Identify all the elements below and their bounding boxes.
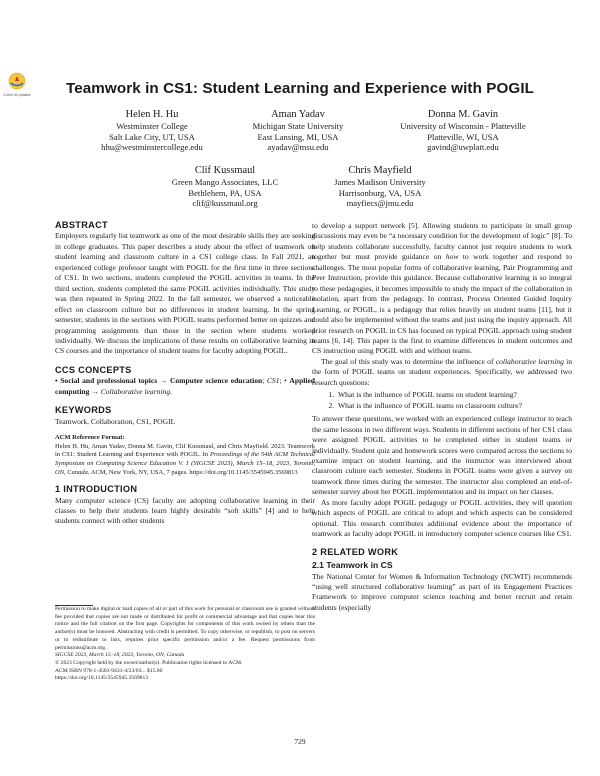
ccs-heading: CCS CONCEPTS [55, 364, 132, 375]
ccs-part: Collaborative learning [100, 386, 171, 396]
abstract-text: Employers regularly list teamwork as one of the most desirable skills they are seeking in college graduates. This paper describes a study about the effect of teamwork on student learning and classroom culture in a CS1 college class. In Fall 2021, an experienced college professor taught with POGIL for the first time in three sections of CS1. In two sections, students completed the POGIL activities in teams. In the third section, students completed the same POGIL activities individually. This study was then repeated in Spring 2022. In the fall semester, we observed a noticeable effect on classroom culture but no differences in student learning. In the spring semester, students in the sections with POGIL teams performed better on quizzes and programming assignments than those in the section where students worked individually. We discuss the implications of these results on collaborative learning in CS courses and the importance of student teams for faculty adopting POGIL. [55, 231, 315, 356]
ccs-part: . [170, 386, 172, 396]
text-run: to develop a support network [5]. Allowing students to participate in small group discussions may even be “a necessary condition for the development of logic” [8]. To help students collaborate successfully, faculty cannot just require students to work together but must provide guidance on [312, 221, 572, 262]
text-run: collaborative learning [495, 356, 564, 366]
ccs-part: CS1 [266, 376, 280, 386]
text-run: The goal of this study was to determine the influence of [321, 356, 496, 366]
author-location: Platteville, WI, USA [427, 131, 499, 142]
badge-label: Check for updates [3, 93, 31, 97]
research-question: 2. What is the influence of POGIL teams on classroom culture? [336, 401, 572, 411]
author-name: Aman Yadav [271, 109, 325, 120]
permission-text: Permission to make digital or hard copies of all or part of this work for personal or classroom use is granted without fee provided that copies are not made or distributed for profit or commercial advantage and that copies bear this notice and the full citation on the first page. Copyrights for components of this work owned by others than the author(s) must be honored. Abstracting with credit is permitted. To copy otherwise, or republish, to post on servers or to redistribute to lists, requires prior specific permission and/or a fee. Request permissions from permissions@acm.org. [55, 606, 315, 651]
author-location: Bethlehem, PA, USA [188, 187, 262, 198]
right-column [312, 221, 572, 613]
text-run: in the form of POGIL teams on student experiences. Specifically, we addressed two research questions: [312, 356, 573, 387]
body-paragraph [312, 221, 572, 357]
copyright-line: © 2023 Copyright held by the owner/author(s). Publication rights licensed to ACM. [55, 659, 243, 666]
author-name: Donna M. Gavin [427, 109, 499, 120]
ccs-part: ; [262, 376, 267, 386]
author-name: Helen H. Hu [125, 109, 179, 120]
author-affiliation: Westminster College [116, 121, 188, 131]
body-paragraph [312, 357, 572, 388]
author-email[interactable]: ayadav@msu.edu [267, 142, 329, 153]
acm-reference-venue: Proceedings of the 54th ACM Technical Symposium on Computing Science Education V. 1 (SIGCSE 2023), March 15–18, 2023, Toronto, ON, Canada. [55, 451, 315, 476]
isbn-line: ACM ISBN 978-1-4503-9431-4/23/03... $15.00 [55, 667, 163, 674]
teamwork-subheading: 2.1 Teamwork in CS [312, 560, 393, 571]
text-run: how [445, 252, 459, 262]
author-email[interactable]: gavind@uwplatt.edu [427, 142, 499, 153]
author-affiliation: Green Mango Associates, LLC [171, 177, 279, 187]
ccs-part: Applied computing [55, 376, 316, 396]
paper-title: Teamwork in CS1: Student Learning and Experience with POGIL [65, 80, 535, 97]
related-work-heading: 2 RELATED WORK [312, 546, 399, 557]
ccs-part: → [89, 386, 101, 396]
keywords-heading: KEYWORDS [55, 405, 112, 416]
author-block [82, 108, 222, 153]
author-affiliation: University of Wisconsin - Platteville [400, 121, 526, 131]
abstract-heading: ABSTRACT [55, 220, 108, 230]
body-paragraph: The National Center for Women & Information Technology (NCWIT) recommends “using well structured collaborative learning” as part of its Engagement Practices Framework to improve computer science teaching and better recruit and retain students (especially [312, 571, 572, 612]
author-location: East Lansing, MI, USA [257, 131, 339, 142]
author-block [150, 164, 300, 209]
author-affiliation: James Madison University [334, 177, 426, 187]
doi-link[interactable]: https://doi.org/10.1145/3545945.3569813 [55, 675, 149, 682]
author-affiliation: Michigan State University [252, 121, 344, 131]
author-block [228, 108, 368, 153]
ccs-part: → [157, 376, 170, 386]
keywords-text: Teamwork, Collaboration, CS1, POGIL [55, 416, 176, 426]
author-name: Chris Mayfield [348, 165, 412, 176]
author-block [378, 108, 548, 153]
permission-footnote [55, 606, 315, 683]
ccs-part: Computer science education [169, 376, 263, 386]
author-location: Harrisonburg, VA, USA [338, 187, 422, 198]
introduction-text: Many computer science (CS) faculty are adopting collaborative learning in their classes to help their students learn highly desirable “soft skills” [4] and to help students connect with other students [55, 495, 315, 526]
author-name: Clif Kussmaul [194, 165, 256, 176]
page-number: 729 [294, 737, 306, 746]
acm-reference-doi[interactable]: ACM, New York, NY, USA, 7 pages. https://doi.org/10.1145/3545945.3569813 [89, 468, 298, 476]
acm-reference [55, 434, 315, 477]
conference-venue: SIGCSE 2023, March 15–18, 2023, Toronto, ON, Canada [55, 652, 185, 659]
ccs-part: ; • [279, 376, 290, 386]
left-column [55, 220, 315, 527]
ccs-part: • Social and professional topics [55, 376, 158, 386]
acm-reference-heading: ACM Reference Format: [55, 434, 125, 442]
author-email[interactable]: clif@kussmaul.org [192, 198, 258, 209]
author-location: Salt Lake City, UT, USA [109, 131, 195, 142]
research-question: 1. What is the influence of POGIL teams on student learning? [336, 390, 572, 400]
introduction-heading: 1 INTRODUCTION [55, 484, 138, 495]
body-paragraph: As more faculty adopt POGIL pedagogy or POGIL activities, they will question which aspects of POGIL are critical to adopt and which aspects can be considered optional. This research contributes additional evidence about the importance of teamwork as faculty adopt POGIL in introductory computer science courses like CS1. [312, 497, 572, 539]
author-block [305, 164, 455, 209]
author-email[interactable]: mayfiecs@jmu.edu [346, 198, 414, 209]
author-email[interactable]: hhu@westminstercollege.edu [101, 142, 203, 153]
research-questions [312, 390, 572, 411]
acm-reference-text: Helen H. Hu, Aman Yadav, Donna M. Gavin, Clif Kussmaul, and Chris Mayfield. 2023. Teamwork in CS1: Student Learning and Experience with POGIL. In [55, 442, 315, 459]
text-run: to work together and respond to challenges. The most popular forms of collaborative learning, Pair Programming and Peer Instruction, provide this guidance. Because collaborative learning is so integral to these pedagogies, it becomes impossible to study the impact of the collaboration in isolation, apart from the pedagogy. In contrast, Process Oriented Guided Inquiry Learning, or POGIL, is a pedagogy that relies heavily on student teams [11], but it could also be implemented without the teams and just using the inquiry approach. All prior research on POGIL in CS has focused on typical POGIL approach using student teams [6, 14]. This paper is the first to examine differences in student outcomes and CS instruction using POGIL with and without teams. [312, 252, 572, 356]
body-paragraph: To answer these questions, we worked with an experienced college instructor to teach the same lessons in two different ways. Students in different sections of her CS1 class were assigned POGIL activities to be completed either in student teams or individually. Student quiz and homework scores were compared across the sections to examine impact on student learning, and the instructor was interviewed about classroom culture each semester. Students in POGIL teams were given a survey on teamwork three times during the semester. The instructor also completed an end-of-semester survey about her POGIL implementation and its impact on her classes. [312, 414, 572, 497]
ccs-concepts [55, 376, 315, 397]
